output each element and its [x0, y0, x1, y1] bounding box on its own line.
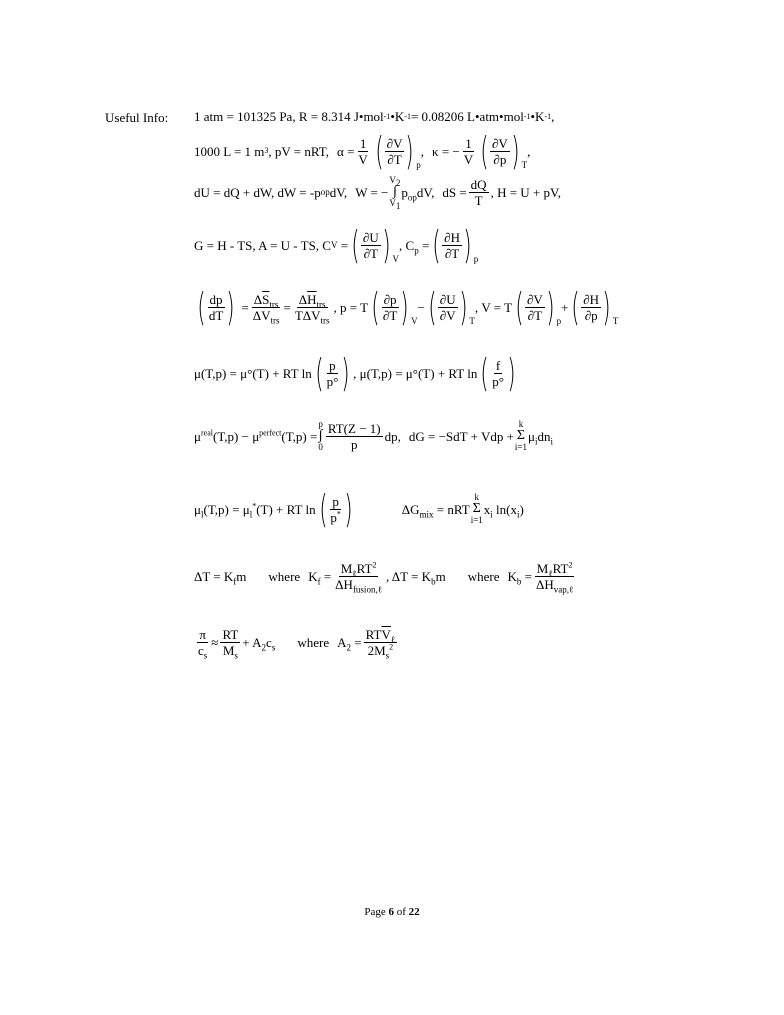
equation-line-6: μ(T,p) = μ°(T) + RT ln ( $\frac{p}{p^\circ}$ ) , μ(T,p) = μ°(T) + RT ln ( $\frac{f}{p^\circ}$ ) — [194, 351, 516, 395]
useful-info-label: Useful Info: — [105, 110, 169, 125]
equation-line-7: $\mu^{real}(T,p) - \mu^{perfect}(T,p)$ = p ∫ 0 $\frac{RT(Z - 1)}{p}$ dp, dG = −SdT + Vdp + k Σ i=1 $\mu_idn_i$ — [194, 419, 554, 452]
equation-line-8: $\mu_l(T,p) = \mu_l^*(T)$ + RT ln ( $\frac{p}{p^*}$ ) $\Delta G_{mix}$ = nRT k Σ i=1 $x_i$ $\ln(x_i)$ — [194, 487, 524, 531]
equation-line-4: G = H - TS, A = U - TS, C V = ( $\frac{\partial U}{\partial T}$ ) V , $C_p$ = ( $\frac{\partial H}{\partial T}$ ) p — [194, 223, 479, 267]
equation-line-2: 1000 L = 1 m 3 , pV = nRT, α = $\frac{1}{V}$ ( $\frac{\partial V}{\partial T}$ ) p , κ = − $\frac{1}{V}$ ( $\frac{\partial V}{\partial p}$ ) T , — [194, 129, 531, 173]
constants-line: 1 atm = 101325 Pa, R = 8.314 J•mol -1 •K -1 = 0.08206 L•atm•mol -1 •K -1 , — [194, 109, 555, 124]
equation-line-10: $\frac{\pi}{c_s}$ ≈ $\frac{RT}{M_s}$ + $A_2c_s$ where $A_2$ = $\frac{RT\overline{V}_\ell}{2M_s^2}$ — [198, 627, 396, 661]
equation-line-3: dU = dQ + dW, dW = -p op dV, W = − $V_2$ ∫ $V_1$ $p_{op}dV$, dS = $\frac{dQ}{T}$ , H = U + pV, — [194, 175, 561, 211]
page-footer: Page 6 of 22 — [364, 906, 420, 918]
equation-line-9: $\Delta T = K_fm$ where $K_f$ = $\frac{M_\ell RT^2}{\Delta\overline{H}_{fusion,\ell}}$ , $\Delta T = K_bm$ where $K_b$ = $\frac{M_\ell RT^2}{\Delta\overline{H}_{vap,\ell}}$ — [194, 560, 574, 595]
equation-line-5: ( $\frac{dp}{dT}$ ) = $\frac{\Delta\overline{S}_{trs}}{\Delta\overline{V}_{trs}}$ = $\frac{\Delta\overline{H}_{trs}}{T\Delta\overline{V}_{trs}}$ , p = T ( $\frac{\partial p}{\partial T}$ ) V − ( $\frac{\partial U}{\partial V}$ ) T , V = T ( $\frac{\partial V}{\partial T}$ ) p + ( $\frac{\partial H}{\partial p}$ ) T — [197, 285, 619, 329]
